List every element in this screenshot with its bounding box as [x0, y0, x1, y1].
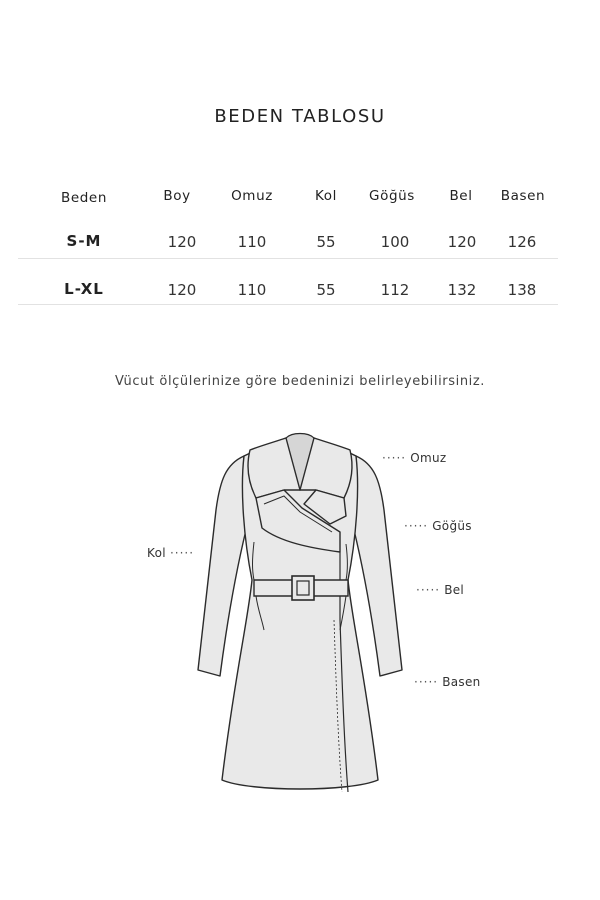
row-value-bel: 132 — [447, 281, 477, 299]
row-value-bel: 120 — [447, 233, 477, 251]
row-value-boy: 120 — [167, 281, 197, 299]
dotted-leader: ····· — [382, 451, 407, 465]
header-bel: Bel — [449, 188, 473, 204]
row-value-basen: 126 — [507, 233, 537, 251]
row-value-omuz: 110 — [237, 281, 267, 299]
row-value-kol: 55 — [316, 233, 336, 251]
size-table — [18, 180, 558, 228]
header-boy: Boy — [163, 188, 191, 204]
row-size: S-M — [66, 232, 102, 250]
header-beden: Beden — [61, 190, 107, 206]
label-bel: ····· Bel — [416, 583, 465, 597]
left-sleeve — [198, 456, 246, 676]
label-omuz: ····· Omuz — [382, 451, 447, 465]
header-basen: Basen — [500, 188, 546, 204]
dotted-leader: ····· — [169, 546, 195, 560]
header-omuz: Omuz — [231, 188, 273, 204]
row-value-boy: 120 — [167, 233, 197, 251]
header-gogus: Göğüs — [369, 188, 415, 204]
row-value-kol: 55 — [316, 281, 336, 299]
right-sleeve — [354, 456, 402, 676]
row-value-gogus: 100 — [380, 233, 410, 251]
page-title: BEDEN TABLOSU — [214, 106, 386, 127]
row-size: L-XL — [64, 280, 104, 298]
label-gogus: ····· Göğüs — [404, 519, 472, 533]
header-kol: Kol — [315, 188, 337, 204]
row-value-gogus: 112 — [380, 281, 410, 299]
table-header-row — [18, 180, 558, 228]
dotted-leader: ····· — [414, 675, 439, 689]
size-note: Vücut ölçülerinize göre bedeninizi belirleyebilirsiniz. — [114, 374, 486, 389]
row-divider — [18, 258, 558, 259]
dotted-leader: ····· — [404, 519, 429, 533]
label-basen: ····· Basen — [414, 675, 481, 689]
row-value-basen: 138 — [507, 281, 537, 299]
coat-illustration — [180, 420, 420, 810]
dotted-leader: ····· — [416, 583, 441, 597]
row-divider — [18, 304, 558, 305]
row-value-omuz: 110 — [237, 233, 267, 251]
label-kol: Kol ····· — [147, 546, 195, 560]
belt-buckle — [292, 576, 314, 600]
